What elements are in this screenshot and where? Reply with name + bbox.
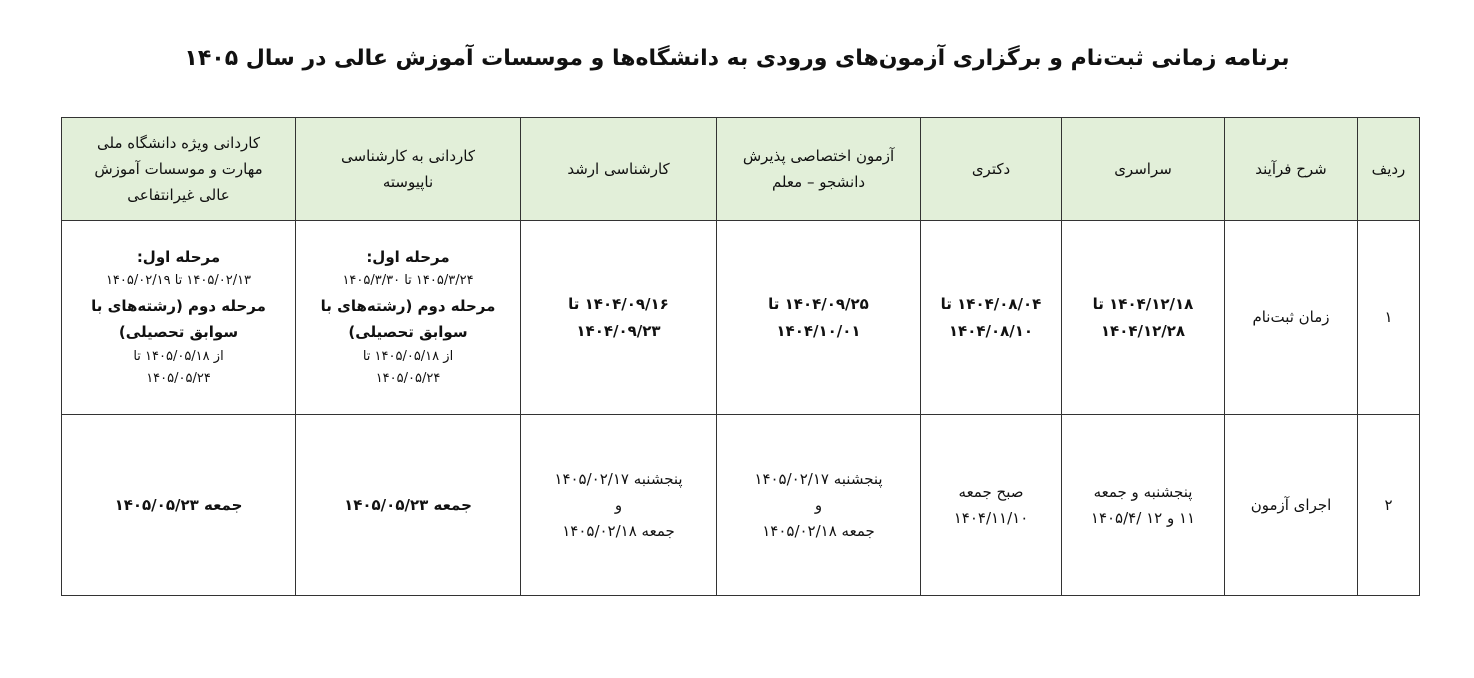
header-doktori [921, 118, 1062, 221]
date-line: ۱۴۰۴/۰۹/۱۶ تا [568, 295, 669, 314]
date-line: پنجشنبه ۱۴۰۵/۰۲/۱۷ [554, 469, 683, 488]
header-maharat [62, 118, 296, 221]
date-line: ۱۴۰۴/۰۸/۱۰ [948, 321, 1034, 340]
header-sarasari [1062, 118, 1225, 221]
date-line: جمعه ۱۴۰۵/۰۲/۱۸ [562, 522, 675, 541]
stage1-label: مرحله اول: [136, 248, 221, 266]
date-line: ۱۴۰۴/۰۹/۲۵ تا [768, 295, 869, 314]
cell-arshad [521, 415, 717, 596]
header-index [1358, 118, 1420, 221]
cell-index [1358, 415, 1420, 596]
header-napeyvasteh [296, 118, 521, 221]
cell-napeyvasteh [296, 221, 521, 415]
stage2-dates: از ۱۴۰۵/۰۵/۱۸ تا [362, 348, 454, 364]
header-maharat-line: عالی غیرانتفاعی [127, 186, 230, 205]
process-value: اجرای آزمون [1250, 495, 1332, 514]
date-line: و [814, 495, 823, 514]
cell-ekhtesasi [717, 415, 921, 596]
cell-doktori [921, 415, 1062, 596]
cell-maharat [62, 221, 296, 415]
date-line: پنجشنبه و جمعه [1093, 482, 1193, 501]
date-line: ۱۱ و ۱۲ /۱۴۰۵/۴ [1090, 509, 1196, 527]
cell-index [1358, 221, 1420, 415]
stage1-label: مرحله اول: [366, 248, 450, 266]
date-line: ۱۴۰۴/۱۲/۱۸ تا [1092, 295, 1194, 314]
stage2-dates: ۱۴۰۵/۰۵/۲۴ [375, 371, 441, 387]
row-index-value: ۲ [1384, 495, 1393, 514]
date-line: صبح جمعه [958, 482, 1024, 501]
date-line: پنجشنبه ۱۴۰۵/۰۲/۱۷ [754, 469, 883, 488]
cell-process [1225, 415, 1358, 596]
header-napeyvasteh-line: کاردانی به کارشناسی [341, 146, 475, 165]
date-line: و [614, 495, 623, 514]
cell-process [1225, 221, 1358, 415]
date-line: ۱۴۰۴/۰۹/۲۳ [576, 321, 661, 340]
header-ekhtesasi-line: آزمون اختصاصی پذیرش [742, 146, 895, 165]
exam-date: جمعه ۱۴۰۵/۰۵/۲۳ [344, 495, 472, 514]
cell-arshad [521, 221, 717, 415]
date-line: ۱۴۰۴/۱۲/۲۸ [1100, 321, 1186, 340]
header-process-label: شرح فرآیند [1255, 159, 1327, 178]
header-arshad [521, 118, 717, 221]
header-ekhtesasi-line: دانشجو – معلم [771, 173, 866, 191]
cell-sarasari [1062, 221, 1225, 415]
cell-sarasari [1062, 415, 1225, 596]
cell-ekhtesasi [717, 221, 921, 415]
stage2-dates: از ۱۴۰۵/۰۵/۱۸ تا [133, 348, 224, 364]
cell-napeyvasteh [296, 415, 521, 596]
header-row [62, 118, 1420, 221]
stage2-label: مرحله دوم (رشته‌های با [91, 297, 266, 315]
header-napeyvasteh-line: ناپیوسته [382, 173, 434, 191]
header-arshad-label: کارشناسی ارشد [567, 159, 670, 178]
schedule-table [61, 117, 1420, 596]
stage1-dates: ۱۴۰۵/۳/۲۴ تا ۱۴۰۵/۳/۳۰ [342, 273, 474, 289]
exam-date: جمعه ۱۴۰۵/۰۵/۲۳ [114, 495, 243, 514]
header-index-label: ردیف [1371, 159, 1406, 178]
date-line: ۱۴۰۴/۰۸/۰۴ تا [940, 295, 1042, 314]
table-row [62, 221, 1420, 415]
page-title: برنامه زمانی ثبت‌نام و برگزاری آزمون‌های ورودی به دانشگاه‌ها و موسسات آموزش عالی در سال ۱۴۰۵ [184, 46, 1290, 71]
cell-maharat [62, 415, 296, 596]
process-value: زمان ثبت‌نام [1252, 308, 1330, 327]
stage2-label: سوابق تحصیلی) [118, 323, 239, 342]
date-line: ۱۴۰۴/۱۰/۰۱ [776, 321, 861, 340]
header-maharat-line: کاردانی ویژه دانشگاه ملی [97, 133, 260, 152]
header-ekhtesasi [717, 118, 921, 221]
stage1-dates: ۱۴۰۵/۰۲/۱۳ تا ۱۴۰۵/۰۲/۱۹ [105, 273, 252, 289]
stage2-label: مرحله دوم (رشته‌های با [320, 297, 496, 315]
date-line: ۱۴۰۴/۱۱/۱۰ [953, 509, 1029, 527]
stage2-dates: ۱۴۰۵/۰۵/۲۴ [146, 371, 211, 387]
stage2-label: سوابق تحصیلی) [348, 323, 468, 342]
header-sarasari-label: سراسری [1114, 159, 1172, 178]
date-line: جمعه ۱۴۰۵/۰۲/۱۸ [762, 522, 875, 541]
header-process [1225, 118, 1358, 221]
header-doktori-label: دکتری [971, 159, 1011, 178]
cell-doktori [921, 221, 1062, 415]
header-maharat-line: مهارت و موسسات آموزش [94, 159, 263, 178]
table-row [62, 415, 1420, 596]
row-index-value: ۱ [1384, 308, 1393, 327]
